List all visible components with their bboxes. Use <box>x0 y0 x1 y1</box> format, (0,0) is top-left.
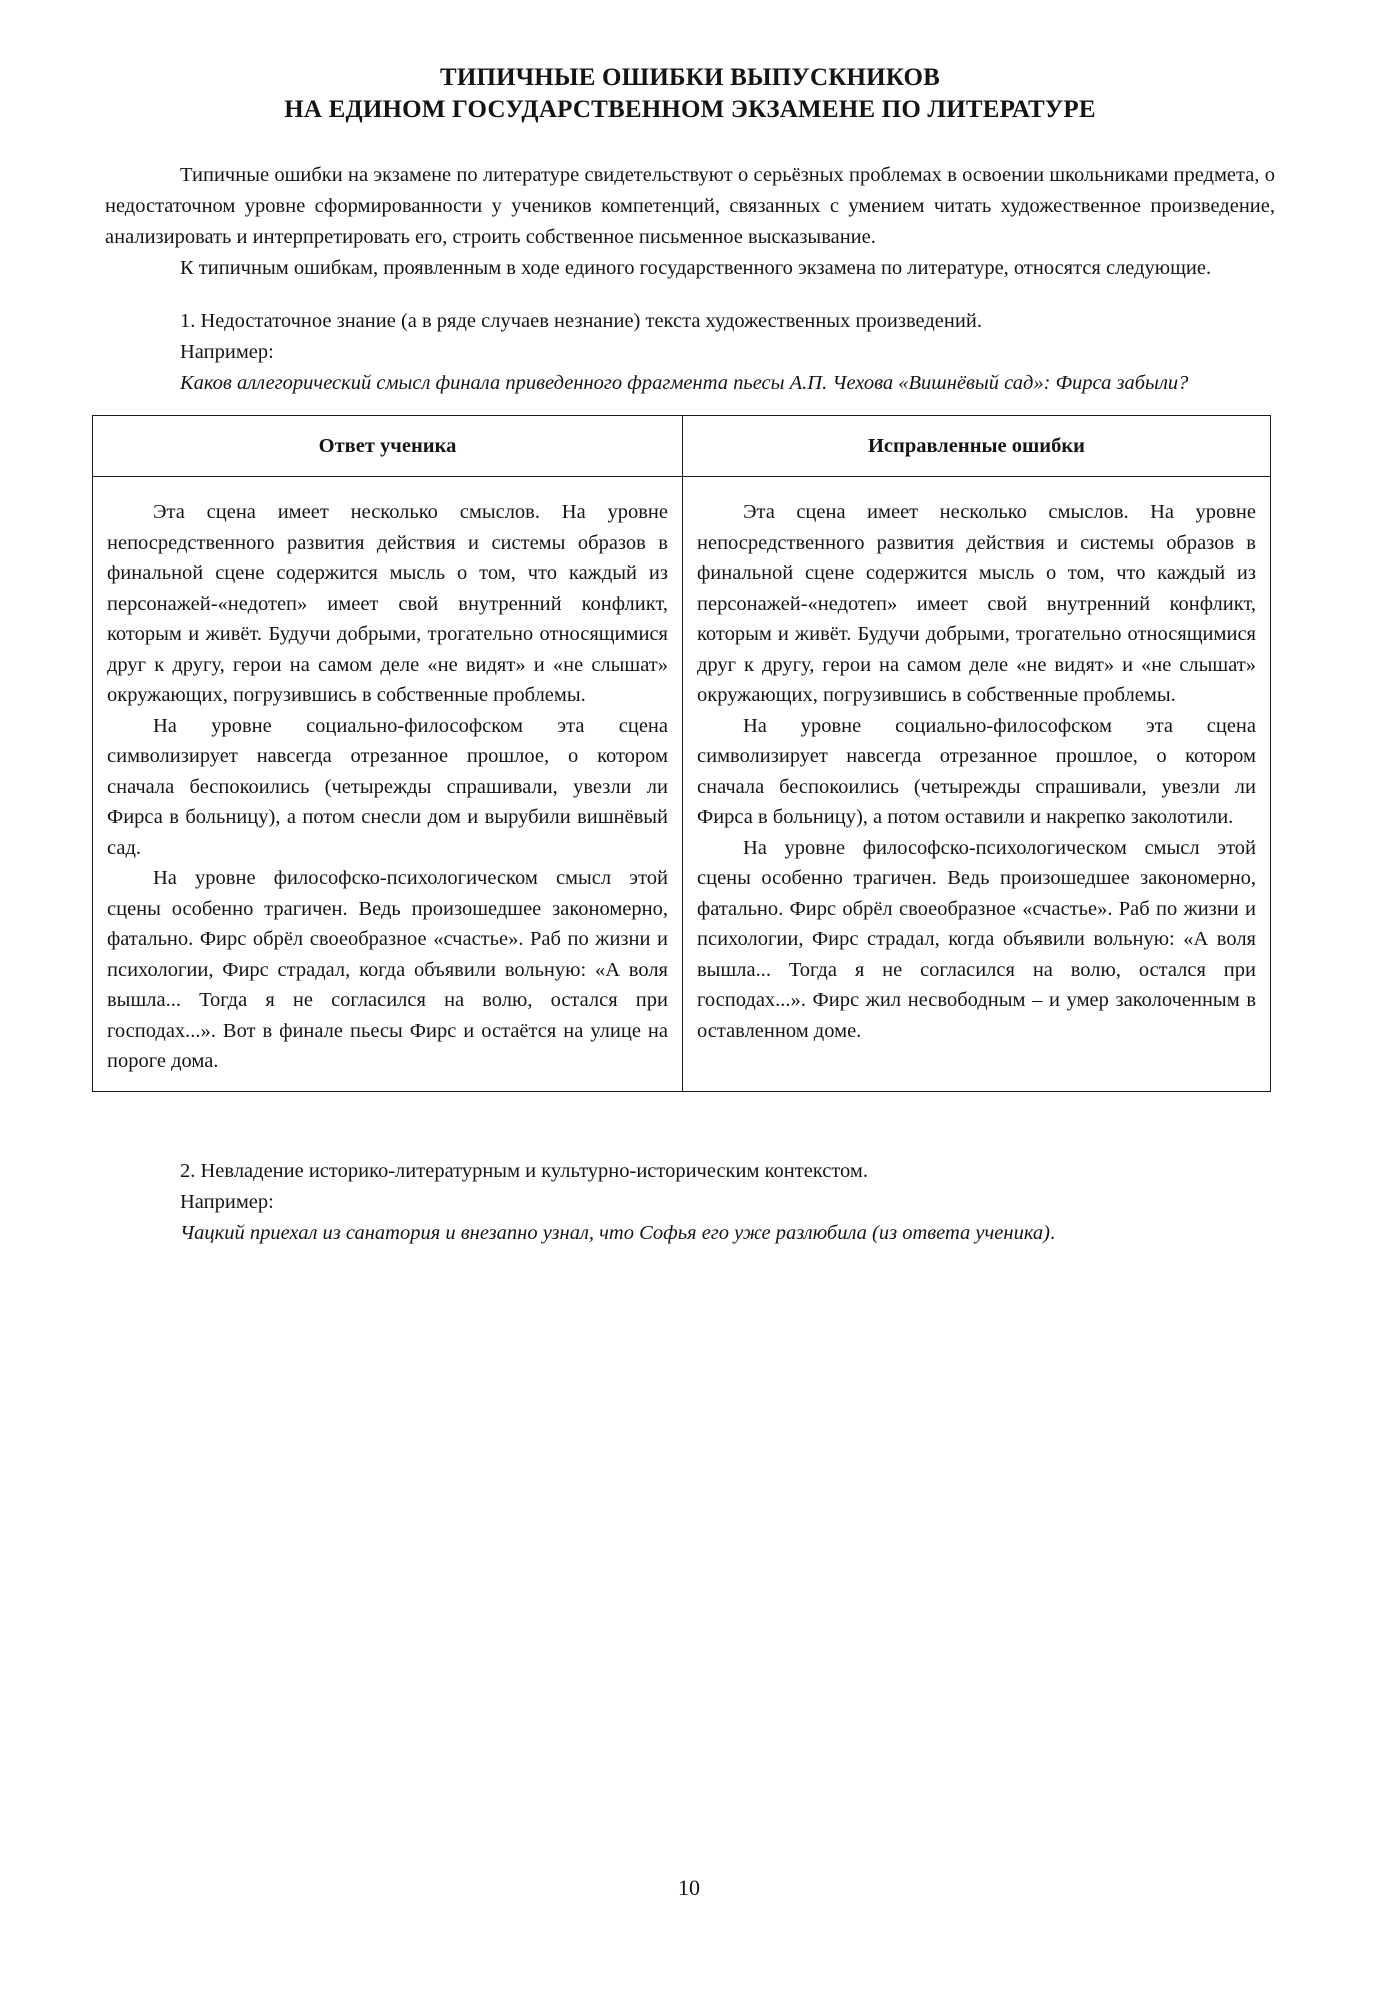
page-title <box>105 62 1275 126</box>
document-page <box>105 62 1275 1249</box>
error-2-example-text: Чацкий приехал из санатория и внезапно узнал, что Софья его уже разлюбила <box>180 1221 867 1244</box>
student-paragraph: Эта сцена имеет несколько смыслов. На уровне непосредственного развития действия и системы образов в финальной сцене содержится мысль о том, что каждый из персонажей-«недотеп» имеет свой внутренний конфликт, которым и живёт. Будучи добрыми, трогательно относящимися друг к другу, герои на самом деле «не видят» и «не слышат» окружающих, погрузившись в собственные проблемы. <box>107 501 668 706</box>
corrected-paragraph: Эта сцена имеет несколько смыслов. На уровне непосредственного развития действия и системы образов в финальной сцене содержится мысль о том, что каждый из персонажей-«недотеп» имеет свой внутренний конфликт, которым и живёт. Будучи добрыми, трогательно относящимися друг к другу, герои на самом деле «не видят» и «не слышат» окружающих, погрузившись в собственные проблемы. <box>697 501 1256 706</box>
header-corrected-errors: Исправленные ошибки <box>683 416 1271 477</box>
error-2-example-label: Например: <box>180 1190 274 1213</box>
student-answer-cell <box>93 477 683 1092</box>
student-paragraph: На уровне философско-психологическом смысл этой сцены особенно трагичен. Ведь произошедшее закономерно, фатально. Фирс обрёл своеобразное «счастье». Раб по жизни и психологии, Фирс страдал, когда объявили вольную: «А воля вышла... Тогда я не согласился на волю, остался при господах...». Вот в финале пьесы Фирс и остаётся на улице на пороге дома. <box>107 867 668 1072</box>
error-section-2 <box>105 1156 1275 1249</box>
corrected-paragraph: На уровне философско-психологическом смысл этой сцены особенно трагичен. Ведь произошедшее закономерно, фатально. Фирс обрёл своеобразное «счастье». Раб по жизни и психологии, Фирс страдал, когда объявили вольную: «А воля вышла... Тогда я не согласился на волю, остался при господах...». Фирс жил несвободным – и умер заколоченным в оставленном доме. <box>697 836 1256 1042</box>
table-header-row <box>93 416 1271 477</box>
error-1-question: Каков аллегорический смысл финала приведенного фрагмента пьесы А.П. Чехова «Вишнёвый сад»: Фирса забыли? <box>180 372 1189 394</box>
error-1-example-label: Например: <box>180 341 274 363</box>
error-2-example-end: . <box>1049 1221 1056 1244</box>
error-2-example <box>105 1218 1275 1249</box>
error-2-example-source: (из ответа ученика) <box>872 1221 1050 1244</box>
comparison-table <box>92 415 1271 1092</box>
student-paragraph: На уровне социально-философском эта сцена символизирует навсегда отрезанное прошлое, о котором сначала беспокоились (четырежды спрашивали, увезли ли Фирса в больницу), а потом снесли дом и вырубили вишнёвый сад. <box>107 714 668 859</box>
table-row <box>93 477 1271 1092</box>
page-number: 10 <box>678 1875 700 1900</box>
intro-paragraph-1: Типичные ошибки на экзамене по литературе свидетельствуют о серьёзных проблемах в освоении школьниками предмета, о недостаточном уровне сформированности у учеников компетенций, связанных с умением читать художественное произведение, анализировать и интерпретировать его, строить собственное письменное высказывание. <box>105 164 1275 248</box>
error-2-heading: 2. Невладение историко-литературным и культурно-историческим контекстом. <box>180 1159 868 1182</box>
error-1-heading: 1. Недостаточное знание (а в ряде случаев незнание) текста художественных произведений. <box>180 310 982 332</box>
intro-paragraph-2: К типичным ошибкам, проявленным в ходе единого государственного экзамена по литературе, относятся следующие. <box>180 257 1212 279</box>
header-student-answer: Ответ ученика <box>93 416 683 477</box>
corrected-paragraph: На уровне социально-философском эта сцена символизирует навсегда отрезанное прошлое, о котором сначала беспокоились (четырежды спрашивали, увезли ли Фирса в больницу), а потом оставили и накрепко заколотили. <box>697 714 1256 828</box>
corrected-answer-cell <box>683 477 1271 1092</box>
title-line-1: ТИПИЧНЫЕ ОШИБКИ ВЫПУСКНИКОВ <box>439 64 941 91</box>
error-section-1 <box>105 306 1275 399</box>
title-line-2: НА ЕДИНОМ ГОСУДАРСТВЕННОМ ЭКЗАМЕНЕ ПО ЛИТЕРАТУРЕ <box>284 96 1096 123</box>
